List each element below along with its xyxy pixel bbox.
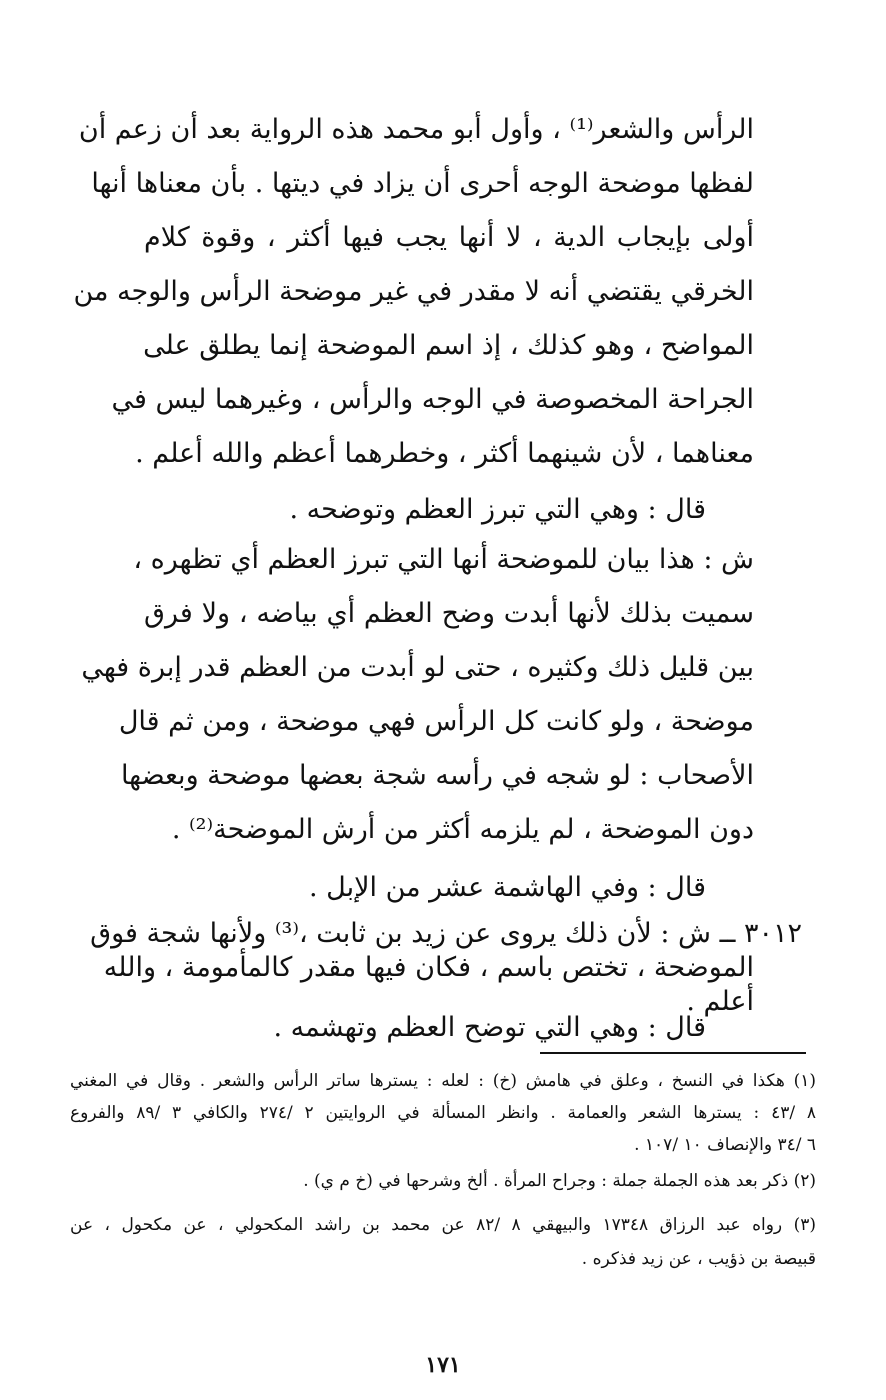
body-line: ش : هذا بيان للموضحة أنها التي تبرز العظم أي تظهره ، [133,544,754,575]
body-line: الأصحاب : لو شجه في رأسه شجة بعضها موضحة وبعضها [120,760,754,791]
body-line: معناهما ، لأن شينهما أكثر ، وخطرهما أعظم والله أعلم . [135,438,754,469]
body-line: بين قليل ذلك وكثيره ، حتى لو أبدت من العظم قدر إبرة فهي [81,652,754,683]
body-line: موضحة ، ولو كانت كل الرأس فهي موضحة ، ومن ثم قال [118,706,754,737]
qala-line: قال : وهي التي توضح العظم وتهشمه . [273,1012,706,1043]
qala-line: قال : وفي الهاشمة عشر من الإبل . [308,872,706,903]
body-line: الموضحة ، تختص باسم ، فكان فيها مقدر كالمأمومة ، والله [103,952,754,983]
footnote-line: ٨ /٤٣ : يسترها الشعر والعمامة . وانظر المسألة في الروايتين ٢ /٢٧٤ والكافي ٣ /٨٩ والفروع [70,1103,816,1123]
footnote-line: ٦ /٣٤ والإنصاف ١٠ /١٠٧ . [634,1135,816,1155]
page-number: ١٧١ [425,1352,461,1378]
qala-line: قال : وهي التي تبرز العظم وتوضحه . [289,494,706,525]
body-line: أعلم . [686,986,754,1017]
body-line: الخرقي يقتضي أنه لا مقدر في غير موضحة الرأس والوجه من [73,276,754,307]
footnote-line: (١) هكذا في النسخ ، وعلق في هامش (خ) : لعله : يسترها ساتر الرأس والشعر . وقال في المغني [70,1071,816,1091]
footnote-line: قبيصة بن ذؤيب ، عن زيد فذكره . [581,1249,816,1269]
body-line: المواضح ، وهو كذلك ، إذ اسم الموضحة إنما يطلق على [143,330,754,361]
body-line: الجراحة المخصوصة في الوجه والرأس ، وغيرهما ليس في [111,384,754,415]
body-line: دون الموضحة ، لم يلزمه أكثر من أرش الموضحة⁽²⁾ . [171,814,754,845]
footnote-line: (٣) رواه عبد الرزاق ١٧٣٤٨ والبيهقي ٨ /٨٢ عن محمد بن راشد المكحولي ، عن مكحول ، عن [70,1215,816,1235]
numbered-line: ٣٠١٢ ــ ش : لأن ذلك يروى عن زيد بن ثابت ،⁽³⁾ ولأنها شجة فوق [90,918,802,949]
footnote-line: (٢) ذكر بعد هذه الجملة جملة : وجراح المرأة . ألخ وشرحها في (خ م ي) . [303,1171,816,1191]
footnote-rule [540,1052,806,1054]
body-line: سميت بذلك لأنها أبدت وضح العظم أي بياضه ، ولا فرق [144,598,754,629]
body-line: لفظها موضحة الوجه أحرى أن يزاد في ديتها . بأن معناها أنها [91,168,754,199]
body-line: أولى بإيجاب الدية ، لا أنها يجب فيها أكثر ، وقوة كلام [144,222,754,253]
body-line: الرأس والشعر⁽¹⁾ ، وأول أبو محمد هذه الرواية بعد أن زعم أن [78,114,754,145]
